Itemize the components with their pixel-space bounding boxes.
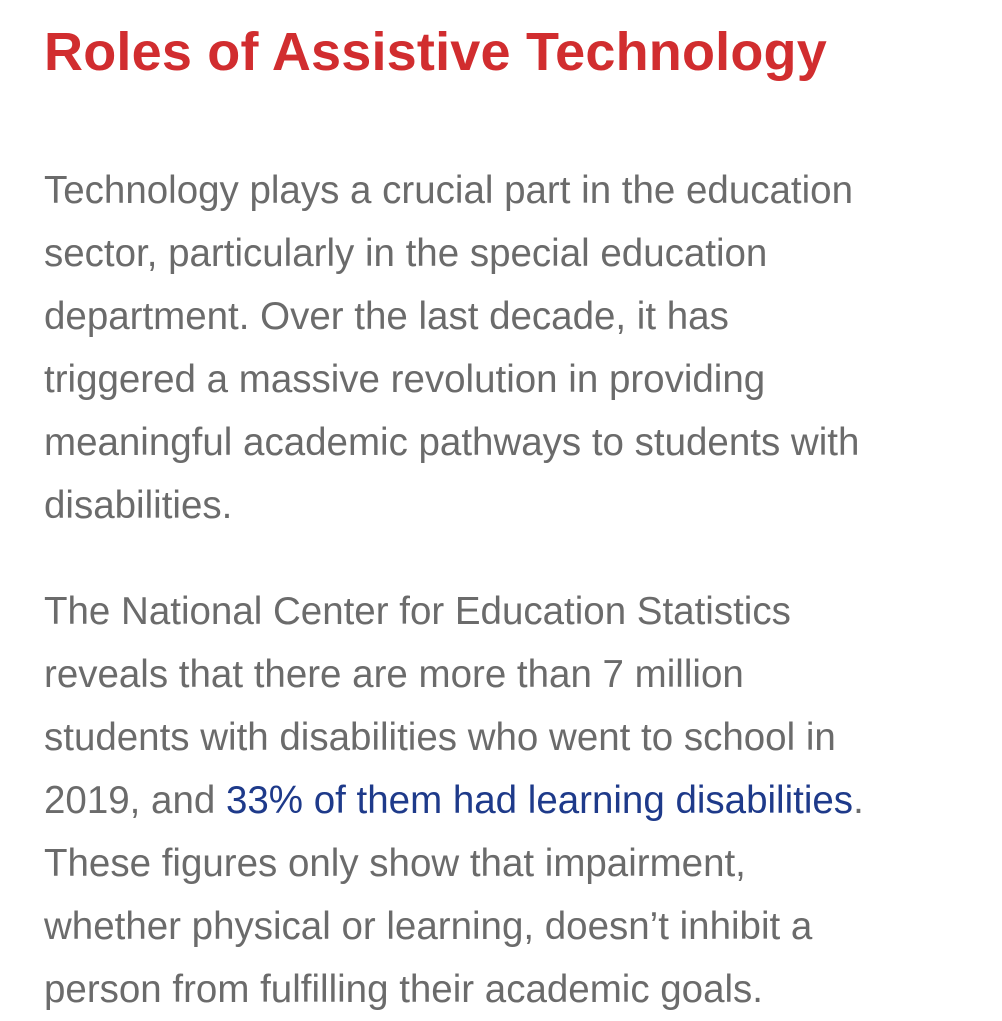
paragraph-intro	[44, 159, 964, 537]
paragraph-statistics	[44, 580, 964, 1021]
paragraph-line-with-link	[44, 769, 964, 832]
line-suffix: .	[853, 779, 864, 822]
article	[44, 18, 964, 1021]
paragraph-line: Technology plays a crucial part in the education	[44, 169, 853, 212]
line-prefix: 2019, and	[44, 779, 226, 822]
paragraph-line: sector, particularly in the special education	[44, 232, 768, 275]
paragraph-line: person from fulfilling their academic goals.	[44, 968, 763, 1011]
paragraph-line: department. Over the last decade, it has	[44, 295, 729, 338]
paragraph-line: whether physical or learning, doesn’t inhibit a	[44, 905, 813, 948]
paragraph-line: students with disabilities who went to school in	[44, 716, 836, 759]
paragraph-line: triggered a massive revolution in providing	[44, 358, 766, 401]
learning-disabilities-link[interactable]: 33% of them had learning disabilities	[225, 779, 854, 822]
paragraph-line: The National Center for Education Statistics	[44, 590, 791, 633]
paragraph-line: disabilities.	[44, 484, 233, 527]
paragraph-line: These figures only show that impairment,	[44, 842, 746, 885]
article-title: Roles of Assistive Technology	[44, 22, 827, 82]
paragraph-line: reveals that there are more than 7 million	[44, 653, 744, 696]
paragraph-line: meaningful academic pathways to students with	[44, 421, 860, 464]
